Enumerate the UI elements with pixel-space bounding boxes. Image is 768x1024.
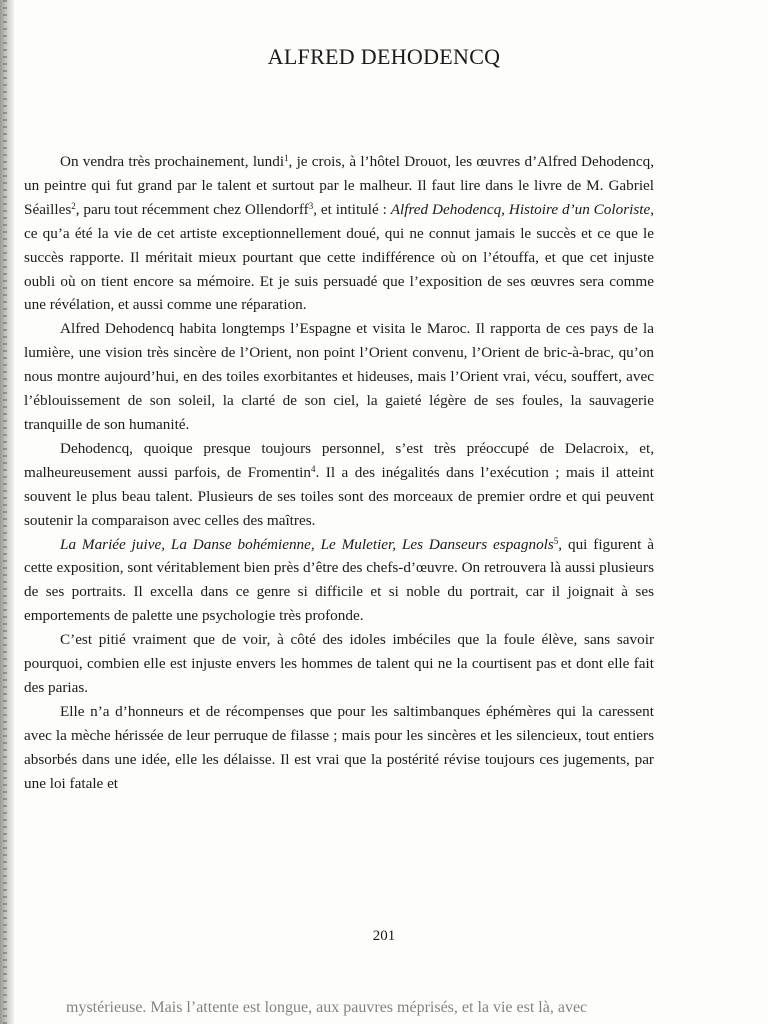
text-run: , je crois, à l’hôtel Drouot, les œuvres d’Alfred Dehodencq, un peintre qui fut grand par le talent et surtout par le malheur. Il faut lire dans le livre de M. Gabriel Séailles bbox=[24, 153, 654, 218]
paragraph bbox=[24, 150, 654, 317]
body-text bbox=[24, 150, 654, 795]
page-title: ALFRED DEHODENCQ bbox=[267, 44, 501, 69]
text-run: C’est pitié vraiment que de voir, à côté des idoles imbéciles que la foule élève, sans savoir pourquoi, combien elle est injuste envers les hommes de talent qui ne la courtisent pas et dont elle fait des parias. bbox=[24, 631, 654, 696]
text-run: , et intitulé : bbox=[313, 200, 391, 218]
text-run: , qui figurent à cette exposition, sont véritablement bien près d’être des chefs-d’œuvre. On retrouvera là aussi plusieurs de ses portraits. Il excella dans ce genre si difficile et si noble du portrait, car il joignait à ses emportements de palette une psychologie très profonde. bbox=[24, 535, 654, 625]
paragraph bbox=[24, 533, 654, 629]
footnote-marker: 4 bbox=[311, 463, 316, 474]
footnote-marker: 2 bbox=[71, 200, 76, 211]
page-gutter-shadow bbox=[0, 0, 14, 1024]
italic-title: Alfred Dehodencq, Histoire d’un Coloriste bbox=[390, 200, 651, 218]
italic-title: La Mariée juive, La Danse bohémienne, Le Muletier, Les Danseurs espagnols bbox=[60, 535, 554, 553]
text-run: On vendra très prochainement, lundi bbox=[60, 153, 285, 170]
text-run: . Il a des inégalités dans l’exécution ; mais il atteint souvent le plus beau talent. Plusieurs de ses toiles sont des morceaux de premier ordre et qui peuvent soutenir la comparaison avec celles des maîtres. bbox=[24, 463, 654, 529]
page-number: 201 bbox=[372, 928, 396, 944]
footnote-marker: 5 bbox=[553, 535, 559, 546]
paragraph bbox=[24, 700, 654, 796]
text-run: , ce qu’a été la vie de cet artiste exceptionnellement doué, qui ne connut jamais le succès et ce que le succès rapporte. Il méritait mieux pourtant que cette indifférence où on l’étouffa, et que cet injuste oubli où on tient encore sa mémoire. Et je suis persuadé que l’exposition de ses œuvres sera comme une révélation, et aussi comme une réparation. bbox=[24, 200, 655, 314]
next-page-fragment bbox=[66, 996, 746, 1024]
paragraph bbox=[24, 437, 654, 533]
paragraph bbox=[24, 628, 654, 700]
text-run: Dehodencq, quoique presque toujours personnel, s’est très préoccupé de Delacroix, et, malheureusement aussi parfois, de Fromentin bbox=[24, 439, 654, 481]
footnote-marker: 1 bbox=[284, 153, 289, 163]
footnote-marker: 3 bbox=[308, 200, 314, 211]
text-run: Alfred Dehodencq habita longtemps l’Espagne et visita le Maroc. Il rapporta de ces pays de la lumière, une vision très sincère de l’Orient, non point l’Orient convenu, l’Orient de bric-à-brac, qu’on nous montre aujourd’hui, en des toiles exorbitantes et hideuses, mais l’Orient vrai, vécu, souffert, avec l’éblouissement de son soleil, la clarté de son ciel, la gaieté légère de ses foules, la sauvagerie tranquille de son humanité. bbox=[24, 320, 654, 433]
paragraph bbox=[24, 317, 654, 437]
text-run: , paru tout récemment chez Ollendorff bbox=[75, 200, 309, 218]
next-page-line: mystérieuse. Mais l’attente est longue, aux pauvres méprisés, et la vie est là, avec bbox=[66, 999, 588, 1016]
text-run: Elle n’a d’honneurs et de récompenses que pour les saltimbanques éphémères qui la caressent avec la mèche hérissée de leur perruque de filasse ; mais pour les sincères et les silencieux, tout entiers absorbés dans une idée, elle les délaisse. Il est vrai que la postérité révise toujours ces jugements, par une loi fatale et bbox=[24, 702, 654, 792]
